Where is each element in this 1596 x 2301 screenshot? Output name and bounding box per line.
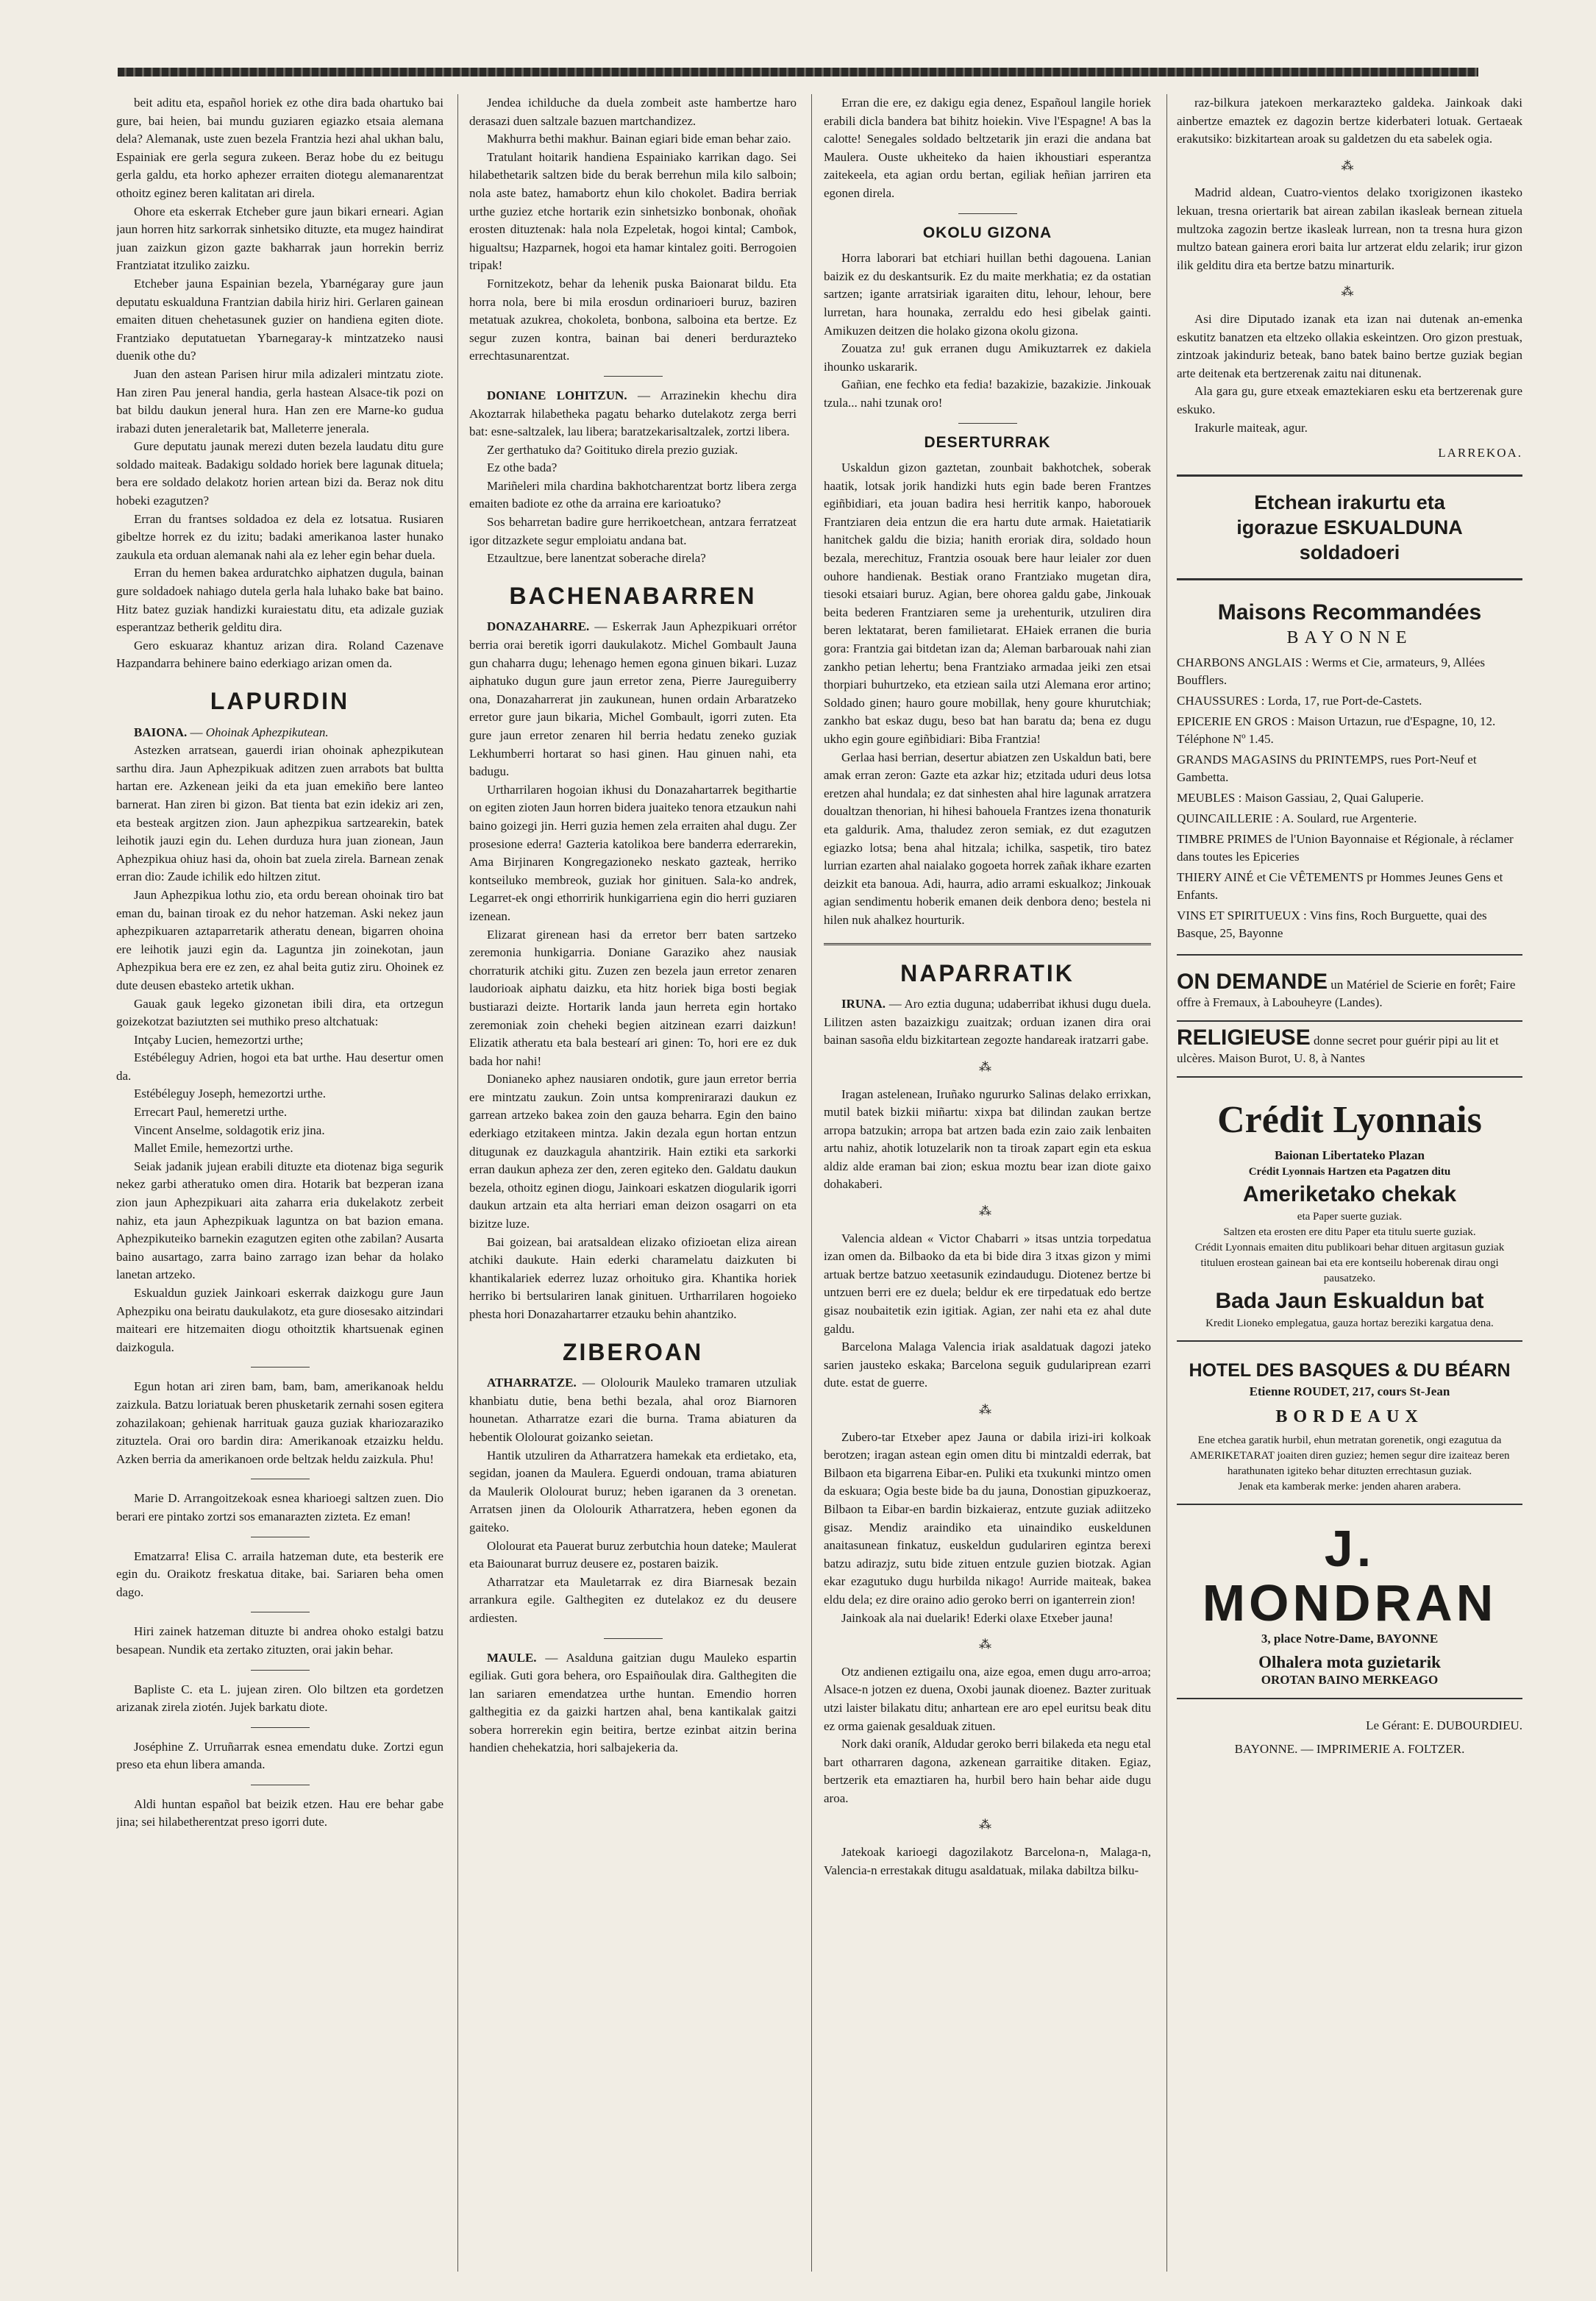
column-rule [457,94,458,2272]
ad-line: igorazue ESKUALDUNA [1236,516,1463,538]
ornament-icon: ⁂ [979,1818,996,1832]
article-subtitle: Ohoinak Aphezpikutean. [205,725,329,739]
paragraph: Astezken arratsean, gauerdi irian ohoinak aphezpikutean sarthu dira. Jaun Aphezpikuak aditzen zuen arrabots bat bultta hartan ere. Azkenean jeiki da eta juan emekiño bere lanteo barnerat. Han ziren bi gizon. Bat tienta bat ezin idekiz ari zen, eta besteak argitzen zion. Jaun aphezpikua sartzearekin, batek leihotik jauzi egin du. Lehen durduza hura juan zionean, Jaun Aphezpikua ohiuz hasi da, ohoin bat zuela zirela. Barnean zenak erran dio: Zaude ichilik edo hiltzen zitut. [116,743,443,884]
dateline: MAULE. [487,1650,537,1665]
ad-line: 3, place Notre-Dame, BAYONNE [1261,1631,1439,1646]
ad-line: eta Paper suerte guziak. [1297,1210,1403,1223]
dateline: DONAZAHARRE. [487,619,590,634]
ad-list-item: TIMBRE PRIMES de l'Union Bayonnaise et Régionale, à réclamer dans toutes les Epiceries [1177,831,1514,864]
paragraph-text: Arrazinekin khechu dira Akoztarrak hilabetheka pagatu beharko dutelakotz zerga berri bat: esne-saltzalek, lau libera; baratzekarisaltzalek, zortzi libera. [469,388,797,439]
paragraph: Iragan astelenean, Iruñako ngururko Salinas delako errixkan, mutil batek bizkii miñartu: xixpa bat dilindan zaukan bertze arropa batzukin; arropa bat artzen bada ezin zaio zaik lenbaiten artu nahiz, ahotik lotuzelarik non ta tiroak zapart egin eta eskua aldiz alde eraman bai zion; eskua moztu bear izan diote gaixo dohakaberi. [824,1087,1151,1192]
paragraph: Bapliste C. eta L. jujean ziren. Olo biltzen eta gordetzen arizanak zirela ziotén. Jujek barkatu diote. [116,1682,443,1715]
separator [604,376,663,377]
ornament-icon: ⁂ [1341,158,1358,173]
section-title-lapurdin: LAPURDIN [210,688,350,714]
paragraph: ATHARRATZE. — Ololourik Mauleko tramaren utzuliak khanbiatu dutie, bena bethi bezala, ahal oroz Biarnoren hounetan. Atharratze ezari die burna. Trama abiaturen da hebentik Ololourat goizanko seietan. [469,1376,797,1444]
paragraph: Ololourat eta Pauerat buruz zerbutchia houn dateke; Maulerat eta Baiounarat burruz deusere ez, postaren baizik. [469,1538,797,1571]
paragraph: Hantik utzuliren da Atharratzera hamekak eta erdietako, eta, segidan, joanen da Maulera. Eguerdi ondouan, trama abiaturen da Maulerik Ololourat buruz; heben igaranen da 3 orenetan. Arratsen jinen da Ololourik Atharratzera, heben egonen da gaiteko. [469,1448,797,1534]
paragraph: Hiri zainek hatzeman dituzte bi andrea ohoko estalgi batzu besapean. Nundik eta zertako zituzten, orai jakin behar. [116,1624,443,1657]
paragraph: Zer gerthatuko da? Goitituko direla prezio guziak. [487,442,738,457]
separator [251,1670,310,1671]
name-line: Estébéleguy Adrien, hogoi eta bat urthe. Hau desertur omen da. [116,1050,443,1083]
paragraph: Joséphine Z. Urruñarrak esnea emendatu duke. Zortzi egun preso eta ehun libera amanda. [116,1739,443,1772]
ad-title: RELIGIEUSE [1177,1025,1311,1050]
paragraph: Ematzarra! Elisa C. arraila hatzeman dute, eta besterik ere egin du. Oraikotz freskatua ditake, bai. Sariaren beha omen dago. [116,1548,443,1599]
paragraph-text: Ololourik Mauleko tramaren utzuliak khanbiatu dutie, bena bethi bezala, ahal oroz Biarnoren hounetan. Atharratze ezari die burna. Trama abiaturen da hebentik Ololourat goizanko seietan. [469,1376,797,1444]
paragraph: Erran du frantses soldadoa ez dela ez lotsatua. Rusiaren gibeltze horrek ez du izitu; badaki amerikanoa laster hunako zaukula eta orduan alemanak nahi ala ez leher egin behar duela. [116,511,443,562]
ad-city: BAYONNE [1286,627,1413,647]
section-rule [824,943,1151,945]
paragraph: Jainkoak ala nai duelarik! Ederki olaxe Etxeber jauna! [841,1610,1114,1625]
paragraph: Erran du hemen bakea arduratchko aiphatzen dugula, bainan gure soldadoek nahiago dutela gerla hala luhako bake bat baino. Hitz batez guziak handizki kuraiestatu ditu, eta adizale guziak esperantzaz betherik gelditu dira. [116,566,443,635]
printer-line: BAYONNE. — IMPRIMERIE A. FOLTZER. [1234,1742,1465,1757]
column-rule [811,94,812,2272]
ornament-icon: ⁂ [979,1403,996,1417]
ad-headline: Ameriketako chekak [1242,1181,1457,1206]
ad-hotel-des-basques [1177,1354,1522,1505]
paragraph: Gauak gauk legeko gizonetan ibili dira, eta ortzegun goizekotzat baziutzten sei muthiko preso altchatuak: [116,996,443,1029]
paragraph: Etzaultzue, bere lanentzat soberache direla? [487,551,706,566]
paragraph: Gero eskuaraz khantuz arizan dira. Roland Cazenave Hazpandarra behinere baino ederkiago arizan omen da. [116,638,443,671]
ad-line: Crédit Lyonnais Hartzen eta Pagatzen ditu [1248,1165,1451,1178]
paragraph: Tratulant hoitarik handiena Espainiako karrikan dago. Sei hilabethetarik saltzen bide du berak berrehun mila kilo salboin; nola aste batez, hamabortz ehun kilo chokolet. Badira berriak urthe guziez etche hortarik ezin sinhetsizko bonbonak, ohoñak erosten dituztenak: hala nola Ezpeletak, hogoi kintal; Cambok, higualtsu; Hazparnek, hogoi eta hamar kintalez goiti. Berrogoien tripak! [469,149,797,273]
ad-line: Etienne ROUDET, 217, cours St-Jean [1249,1384,1450,1398]
dateline: ATHARRATZE. [487,1376,577,1390]
paragraph: beit aditu eta, español horiek ez othe dira bada ohartuko bai gure, bai heien, bai mundu guziaren egiazko etsaia alemana dela? Alemanak, uste zuen bezela Frantzia hezi ahal ukhan balu, Espainiak ere gerla segura zukeen. Beraz hobe du ez beitugu gerla galdu, eta horko aphezer erraiten diotegu alemanarentzat othoitz eginez beren kalitatan ari direla. [116,96,443,200]
paragraph: Juan den astean Parisen hirur mila adizaleri mintzatu ziote. Han ziren Pau jeneral handia, gerla hastean Alsace-tik pozi on bat bildu daukun jeneral hura. Han zen ere Marne-ko gudua irabazi duten jeneraletarik bat, Malleterre jenerala. [116,366,443,435]
paragraph: Otz andienen eztigailu ona, aize egoa, emen dugu arro-arroa; Alsace-n jotzen ez duena, Oxobi jaunak dioenez. Bazter zurituak utzi laister bilakatu ditu; anhartean ere aro epel euritsu beak ditu ez orma gaienak gesalduak zituen. [824,1664,1151,1733]
ad-line: Etchean irakurtu eta [1254,491,1445,513]
column-4 [1177,94,1522,2290]
paragraph: Uskaldun gizon gaztetan, zounbait bakhotchek, soberak haatik, lotsak jorik handizki huts egin bade beren Frantzes egiñbidiari, eta jouan badira hesi herritik kanpo, haborouek Frantziaren deia entzun die era hartu dute armak. Haietatiarik hanitchek galdu die bizia; hanith eroriak dira, soldado houn bezala, merechituz, Frantzia osouak bere haur leialer zor duen ouhore handienak. Bestiak orano Frantziako mugetan dira, tiesoki etsaiari buruz. Agian, bere ohorea galdu gabe, Jinkouak beita bederen Frantziaren seme ja urehenturik, utzuliren dira beren lektatarat, beren familietarat. EHaiek erranen die buria gora: Frantzia gai bitdetan izan da; Aleman barbarouak nahi zian zankho petian lehertu; bena Frantziako armadaa jeiki zen etsai thorpiari buhurtzeko, eta etziean saila utzi Alemana eror artino; Soldado ginen; hauro goure mobillak, heny goure khurutchiak; zankho bat eskaz dugu, beso bat han baratu da; bena ez dugu ukho egin goure egiñbidiari: Biba Frantzia! [824,460,1151,746]
separator [958,423,1017,424]
paragraph: Fornitzekotz, behar da lehenik puska Baionarat bildu. Eta horra nola, bere bi mila erosdun ordinarioeri buruz, baziren metatuak azukrea, chokoleta, bonbona, salboina eta bertze. Ez segur zuzen kontra, bainan bai deneri berdurazteko errechtasunarentzat. [469,276,797,363]
paragraph: Zubero-tar Etxeber apez Jauna or dabila irizi-iri kolkoak berotzen; iragan astean egin omen ditu bi mintzaldi ederrak, bat Bilbaon eta bigarrena Eibar-en. Puliki eta txukunki mintzo omen da eskuara; Ogia beste bide ba du jauna, Donostian gipuzkoeraz, Bilbaon ta Eibar-en bardin bizkaieraz, entzute guziak adiitzeko gisaz. Mendiz araindiko eta uinaindiko euskeldunen anaitasunean finkatuz, euskeldun gudulariren egintza berexi batzu adirazjz, sutu bide zituen entzule guzien biotzak. Agian ekar ezagutuko dugu hurbilda nikago! Aurride maiteak, bakea eldu dela; ez dire oraino adio geroko berri on iganterrein zion! [824,1429,1151,1607]
name-line: Errecart Paul, hemeretzi urthe. [134,1105,288,1120]
ad-religieuse [1177,1022,1522,1078]
paragraph: MAULE. — Asalduna gaitzian dugu Mauleko espartin egiliak. Guti gora behera, oro Espaiñoulak dira. Galthegiten die lan sariaren emendatzea urthe huntan. Emendio horren galthegitia ez da gaizki hartzen ahal, bena kantikalak gaitzi sobera horrerekin egin beitira, bertze ezinbat aitzin berina handien chehekatzia, hori salbajekeria da. [469,1650,797,1755]
ad-line: OROTAN BAINO MERKEAGO [1261,1672,1439,1687]
paragraph: Gure deputatu jaunak merezi duten bezela laudatu ditu gure soldado maiteak. Badakigu soldado horiek bere lagunak dituela; bera ere soldado delakotz horien artean bizi da. Beraz nok ditu hobeki ezagutzen? [116,439,443,508]
paragraph: IRUNA. — Aro eztia duguna; udaberribat ikhusi dugu duela. Lilitzen asten bazaizkigu zuaitzak; orduan izanen dira orai bainan sasoña eldu bizkitartean zegozte handareak iratzarri gabe. [824,997,1151,1048]
paragraph: Madrid aldean, Cuatro-vientos delako txorigizonen ikasteko lekuan, tresna oriertarik bat airean zabilan ikasleak bernean zituela multzoka zagozin bertze ikasleak lurrean, non ta tresna hura gizon multzo batean gainera erori baita lur artzerat eldu zelarik; irur gizon ilik gelditu dira eta bertze batzu minarturik. [1177,185,1522,272]
paragraph: Mariñeleri mila chardina bakhotcharentzat bortz libera zerga emaiten badiote ez othe da arraina ere karioatuko? [469,478,797,511]
ad-list-item: QUINCAILLERIE : A. Soulard, rue Argenterie. [1177,811,1417,825]
paragraph-text: Aro eztia duguna; udaberribat ikhusi dugu duela. Lilitzen asten bazaizkigu zuaitzak; orduan izanen dira orai bainan sasoña eldu bizkitartean zegozte handareak iratzarri gabe. [824,997,1151,1048]
ornament-icon: ⁂ [1341,285,1358,299]
paragraph: Etcheber jauna Espainian bezela, Ybarnégaray gure jaun deputatu eskualduna Frantzian dabila hiriz hiri. Gerlaren gainean emaiten dituen chehetasunek guzier on handiena egiten diote. Frantziako deputatuetan Ybarnegaray-k mintzatzeko nausi duenik othe du? [116,276,443,363]
ad-city: BORDEAUX [1275,1406,1424,1426]
ad-title: HOTEL DES BASQUES & DU BÉARN [1189,1359,1511,1381]
paragraph: Asi dire Diputado izanak eta izan nai dutenak an-emenka eskutitz banatzen eta eltzeko ollakia eskeintzen. Oro gizon prestuak, zintzoak jakinduriz beteak, bano batek baino bertze guziak begian arte deitenak eta bertzerenak zaitu nai ditunenak. [1177,311,1522,380]
paragraph: Nork daki oraník, Aldudar geroko berri bilakeda eta negu etal bart otharraren dagona, azkenean garraitike ditaken. Egiaz, bertzerik eta emaztiaren ha, hurbil bero hain behar aide dugu aroa. [824,1737,1151,1805]
paragraph: Eskualdun guziek Jainkoari eskerrak daizkogu gure Jaun Aphezpiku ona beiratu daukulakotz, eta gure diosesako aitzindari maiteari ere hitzemaiten diogu othoitztik khartsuenak eginen daizkogula. [116,1286,443,1354]
ad-eskualduna [1177,474,1522,580]
ad-line: Olhalera mota guzietarik [1258,1652,1441,1671]
paragraph: Ez othe bada? [487,460,557,475]
name-line: Intçaby Lucien, hemezortzi urthe; [134,1032,304,1047]
paragraph: Egun hotan ari ziren bam, bam, bam, amerikanoak heldu zaizkula. Batzu loriatuak beren phusketarik zernahi sosen egitera zohazilakoan; gehienak harrituak gauza guziak khariozaraziko zituztela. Orai oro bardin dira: Amerikanoak etzaizku heldu. Azken berria da amerikanoen orde beltzak heldu zaizkula. Phu! [116,1379,443,1466]
separator [958,213,1017,214]
dateline: BAIONA. [134,725,188,739]
paragraph-text: Eskerrak Jaun Aphezpikuari orrétor berria orai beretik igorri daukulakotz. Michel Gombault Jauna gun chaharra dugu; lehenago hemen egona ginuen bikari. Luzaz aiphatuko dugun gure jaun erretor zena, Pierre Jaureguiberry ona, Donazaharrerat jin zaukunean, hunen ordain Arbaratzeko erretor gure jaun bikaria, Michel Gombault, igorri zuten. Eta gure jaun erretor zenaren hil berria hedatu zeneko guziak Lekhumberri hortarat so hasi ginen. Hau ginuen nahi, eta badugu. [469,619,797,779]
paragraph: Zouatza zu! guk erranen dugu Amikuztarrek ez dakiela ihounko uskararik. [824,341,1151,374]
name-line: Estébéleguy Joseph, hemezortzi urthe. [134,1087,327,1101]
paragraph: Jaun Aphezpikua lothu zio, eta ordu berean ohoinak tiro bat eman du, bainan tiroak ez du nehor hatzeman. Aski nekez jaun aphezpikuaren aztaparretarik atheratu denean, bigarren ohoina ere leihotik jauzi egin da. Laguntza jin zoinekotan, jaun Aphezpikua bera ere ez zen, ez ahal beita gutiz ziru. Ohoinek ez dute deusen ebasteko artetik ukhan. [116,887,443,992]
column-1 [116,94,443,2290]
column-3 [824,94,1151,2290]
ad-list-item: CHAUSSURES : Lorda, 17, rue Port-de-Castets. [1177,693,1422,708]
ad-title: Maisons Recommandées [1217,600,1482,625]
name-line: Vincent Anselme, soldagotik eriz jina. [134,1123,325,1137]
paragraph: BAIONA. — Ohoinak Aphezpikutean. [134,725,329,739]
ad-list-item: THIERY AINÉ et Cie VÊTEMENTS pr Hommes Jeunes Gens et Enfants. [1177,869,1503,902]
paragraph: Aldi huntan español bat beizik etzen. Hau ere behar gabe jina; sei hilabetherentzat preso igorri dute. [116,1796,443,1829]
paragraph: Ala gara gu, gure etxeak emaztekiaren esku eta bertzerenak gure eskuko. [1177,384,1522,416]
gerant-line: Le Gérant: E. DUBOURDIEU. [1366,1718,1522,1732]
ornament-icon: ⁂ [979,1204,996,1219]
ad-line: Jenak eta kamberak merke: jenden aharen arabera. [1238,1480,1461,1493]
paragraph: Donianeko aphez nausiaren ondotik, gure jaun erretor berria ere mintzatu zaukun. Zoin untsa komprenirarazi daukun ez garrean artzeko bakea zoin den gauza beharra. Egin den baino ederkiago etzitakeen mintza. Jakin dezala egun hortan entzun ditugunak ez dauzkagula ahantzirik. Hain eztiki eta sarkorki erran daukun aphezа zer den, zeren egiteko den. Galdatu daukun bezela, othoitz eginen diogu, Jainkoari eskatzen diogularik igorri daukun artzain eta alta herriari eman deizon osagarri on eta bizitze luze. [469,1072,797,1231]
section-title-naparratik: NAPARRATIK [900,959,1075,986]
paragraph: Ohore eta eskerrak Etcheber gure jaun bikari erneari. Agian jaun horren hitz sarkorrak sinhetsiko dituzte, eta mugez haindirat juan zaizkun gizon gazte bakharrak jaun horrekin berriz Frantziatat itzuliko zaizku. [116,204,443,273]
paragraph: Gañian, ene fechko eta fedia! bazakizie, bazakizie. Jinkouak tzula... nahi tzunak oro! [824,377,1151,410]
paragraph: Bai goizean, bai aratsaldean elizako ofizioetan eliza airean atchiki daukute. Hain ederki charamelatu daizkuten bi khantikalariek ederrez luzaz orhoituko gira. Khantika horiek herriko bi bertsulariren lanak ginituen. Urtharrilaren hogoieko phesta hori Donazahartarrer etzauku behin ahantziko. [469,1234,797,1321]
column-rule [1166,94,1167,2272]
ad-list-item: EPICERIE EN GROS : Maison Urtazun, rue d'Espagne, 10, 12. Téléphone Nº 1.45. [1177,714,1496,746]
ad-line: soldadoeri [1299,541,1400,563]
ornament-icon: ⁂ [979,1637,996,1652]
dateline: DONIANE LOHITZUN. [487,388,627,402]
ad-list [1177,654,1522,942]
separator [604,1638,663,1639]
name-line: Mallet Emile, hemezortzi urthe. [134,1141,293,1156]
paragraph: DONIANE LOHITZUN. — Arrazinekin khechu dira Akoztarrak hilabetheka pagatu beharko dutelakotz zerga berri bat: esne-saltzalek, lau libera; baratzekarisaltzalek, zortzi libera. [469,388,797,439]
article-title-okolu-gizona: OKOLU GIZONA [922,224,1052,241]
ad-subtitle: Baionan Libertateko Plazan [1274,1148,1425,1162]
paragraph: Erran die ere, ez dakigu egia denez, Españoul langile horiek erabili dicla bandera bat bihitz hoiekin. Vive l'Espagne! A bas la calotte! Senegales soldado beltzetarik jin erazi die andana bat Maulera. Ouste ukheiteko da haien ikhoustiari esperantza zaitekeela, eta agian ordu bertan, egiliak heñian jarriren eta egonen direla. [824,96,1151,200]
ad-title: ON DEMANDE [1177,969,1328,994]
ad-list-item: MEUBLES : Maison Gassiau, 2, Quai Galuperie. [1177,790,1424,805]
ornament-icon: ⁂ [979,1059,996,1074]
paragraph: raz-bilkura jatekoen merkarazteko galdeka. Jainkoak daki ainbertze emaztek ez dagozin bertze kiderbateri lotuak. Gertaeak erakutsiko: bizkitartean aroak su galdetzen du eta sabelek ogia. [1177,96,1522,146]
ad-line: Crédit Lyonnais emaiten ditu publikoari behar dituen argitasun guziak tituluen erostean gainean bai eta ere kontseilu hoberenak dirau ongi pausatzeko. [1194,1241,1505,1284]
paragraph: Horra laborari bat etchiari huillan bethi dagouena. Lanian baizik ez du deskantsurik. Ez du maite merkhatia; ez da ostatian sartzen; igante arratsiriak igaraiten ditu, lehour, lehour, bere lurretan, hara hounaka, zerraldu edo hesi gibelak gainti. Amikuzen deitzen die holako gizona okolu gizona. [824,251,1151,338]
ad-mondran [1177,1517,1522,1699]
ad-on-demande [1177,967,1522,1022]
article-title-deserturrak: DESERTURRAK [924,433,1051,451]
ad-title: J. MONDRAN [1202,1519,1497,1632]
ad-maisons-recommandees [1177,592,1522,956]
ad-text: donne secret pour guérir pipi au lit et ulcères. Maison Burot, U. 8, à Nantes [1177,1033,1499,1065]
paragraph: Seiak jadanik jujean erabili dituzte eta diotenaz biga segurik nekez garbi atheratuko omen dira. Hotarik bat bezperan izana zion jaun Aphezpikuari aita zaharra eria dukelakotz zerbeit nahiz, eta jaun Aphezpikuak laguntza on bat bazion emana. Aphezpikuteiko barnekin ezagutzen egiten othe zabilan? Ausarta baino ausartago, zarra baino zarrago izan behar da holako lanetan artzeko. [116,1159,443,1282]
ad-line: Saltzen eta erosten ere ditu Paper eta titulu suerte guziak. [1223,1226,1476,1238]
top-rule [118,68,1478,77]
paragraph: Marie D. Arrangoitzekoak esnea kharioegi saltzen zuen. Dio berari ere pintako zortzi sos emanarazten zizteta. Ez eman! [116,1491,443,1523]
paragraph: Jatekoak karioegi dagozilakotz Barcelona-n, Malaga-n, Valencia-n errestakak ditugu asaldatuak, milaka dabiltza bilku- [824,1845,1151,1877]
ad-line: Ene etchea garatik hurbil, ehun metratan gorenetik, ongi ezagutua da AMERIKETARAT joaiten diren guziez; hemen segur dire izaiteaz beren harathunaten igiteko behar dituzten errechtasun guziak. [1189,1434,1510,1477]
paragraph: Atharratzar eta Mauletarrak ez dira Biarnesak bezain arrankura egile. Galthegiten ez dutelakoz ez du deusere ardiesten. [469,1574,797,1625]
section-title-bachenabarren: BACHENABARREN [509,582,757,609]
ad-line: Kredit Lioneko emplegatua, gauza hortaz bereziki kargatua dena. [1205,1317,1494,1329]
section-title-ziberoan: ZIBEROAN [562,1338,704,1365]
paragraph: Elizarat girenean hasi da erretor berr baten sartzeko zeremonia hunkigarria. Doniane Garaziko ahez nausiak chorraturik atchiki gitu. Zuzen zen bezela jaun erretor zenaren laudorioak aiphatu daizku, eta hitz horiek biga bosti begiak bustiarazi deizte. Hortarik landa jaun herreta egin hortako zeremoniak zoin cheheki begien aitzinean ezarri daizkun! Elizatik atheratu eta bala bestearí ari ginen: To, hori ere ez duk bada hor nahi! [469,927,797,1068]
paragraph: Valencia aldean « Victor Chabarri » itsas untzia torpedatua izan omen da. Bilbaoko da eta bi bide dira 3 itxas gizon y mimi artuak bertze batzuo xeetasunik ezindaudugu. Diotenez bertze bi untzuen berri ere ez duela; beldur ek ere tirpedatuak edo bertze gisaz noubaitetik ezin igitiak. Agian, zer nahi eta ez ahal dute galdu. [824,1231,1151,1336]
paragraph: Makhurra bethi makhur. Bainan egiari bide eman behar zaio. [487,132,791,146]
paragraph-text: Asalduna gaitzian dugu Mauleko espartin egiliak. Guti gora behera, oro Espaiñoulak dira. Galthegiten die lan sariaren emendatzea urthe huntan. Emendio horren galthegitia ez da gaizki hartzen ahal, bena kantikalak gaitzi sobera horrerekin egin beitira, bertze ezinbat aitzin berina handien chehekatzia, hori salbajekeria da. [469,1650,797,1755]
paragraph: Irakurle maiteak, agur. [1194,420,1308,435]
signature: LARREKOA. [1438,446,1522,460]
ad-list-item: CHARBONS ANGLAIS : Werms et Cie, armateurs, 9, Allées Boufflers. [1177,655,1486,687]
paragraph: DONAZAHARRE. — Eskerrak Jaun Aphezpikuari orrétor berria orai beretik igorri daukulakotz. Michel Gombault Jauna gun chaharra dugu; lehenago hemen egona ginuen bikari. Luzaz aiphatuko dugun gure jaun erretor zena, Pierre Jaureguiberry ona, Donazaharrerat jin zaukunean, hunen ordain Arbaratzeko erretor gure jaun bikaria, Michel Gombault, igorri zuten. Eta gure jaun erretor zenaren hil berria hedatu zeneko guziak Lekhumberri hortarat so hasi ginen. Hau ginuen nahi, eta badugu. [469,619,797,779]
column-2 [469,94,797,2290]
separator [251,1727,310,1728]
separator [251,1367,310,1368]
dateline: IRUNA. [841,997,886,1011]
paragraph: Sos beharretan badire gure herrikoetchean, antzara ferratzeat igor ditzazkete segur emploiatu andana bat. [469,515,797,547]
ad-text: un Matériel de Scierie en forêt; Faire offre à Fremaux, à Labouheyre (Landes). [1177,977,1516,1009]
ad-list-item: VINS ET SPIRITUEUX : Vins fins, Roch Burguette, quai des Basque, 25, Bayonne [1177,908,1487,940]
ad-title: Crédit Lyonnais [1217,1098,1482,1141]
ad-list-item: GRANDS MAGASINS du PRINTEMPS, rues Port-Neuf et Gambetta. [1177,752,1477,784]
paragraph: Gerlaa hasi berrian, desertur abiatzen zen Uskaldun bati, bere amak erran zeron: Gazte eta azkar hiz; etzitada uduri deus lotsa eretzen ahal hundala; ez dat sinhesten ahal hire lagunak arratzera doualtzan thenorian, hi hihesi bahouela Frantzes izena thonaturik eta galdurik. Ama, thaludez zeron semiak, ez dut ezagutzen egiazko lotsa; bena ahal hitzala; ichilka, saspetik, tiro batez lurrian ezarten ahal naialako gogoeta horrek zañak ikhare ezarten deizkit eta banoua. Adi, haurra, adio arrami eskualkoz; Jinkouak agian sendimentu hoberik emanen deik denbora deno; bestela ni hilen nuk ahalkez hourturik. [824,750,1151,927]
ad-headline: Bada Jaun Eskualdun bat [1215,1288,1484,1313]
paragraph: Urtharrilaren hogoian ikhusi du Donazahartarrek begithartie on egiten zioten Jaun horren bidera juaiteko tenora etzaukun nahi baino goizegi jin. Herri guzia hemen zela erraiten ahal dugu. Zer prosesione ederra! Gazteria katolikoa bere banderra ederrarekin, Ama Birjinaren Kongregazioneko neskato gazteak, herriko kontseiluko membreok, guziak hor ginituen. Sala-ko andrek, Legarret-ek ongi ethorririk hunkigarriena egin dio herri guziaren izenean. [469,782,797,923]
ad-credit-lyonnais [1177,1089,1522,1342]
paragraph: Barcelona Malaga Valencia iriak asaldatuak dagozi jateko sarien jausteko eskaka; Barcelona seguik gudulariprean ezarri dute. estat de guerre. [824,1340,1151,1390]
paragraph: Jendea ichilduche da duela zombeit aste hambertze haro derasazi duen saltzale bazuen martchandizez. [469,96,797,128]
